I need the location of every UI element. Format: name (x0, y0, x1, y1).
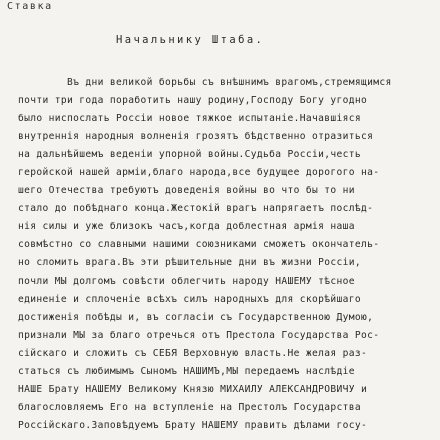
document-line: стало до побѣднаго конца.Жестокій врагъ напрягаетъ послѣд- (18, 203, 374, 215)
document-line: на дальнѣйшемъ веденіи упорной войны.Судьба Россіи,честь (18, 149, 362, 161)
document-line: статься съ любимымъ Сыномъ НАШИМЪ,МЫ передаемъ наслѣдіе (18, 365, 355, 377)
document-line: признали МЫ за благо отречься отъ Престола Государства Рос- (18, 329, 380, 341)
document-line: достиженія побѣды и, въ согласіи съ Государственною Думою, (18, 311, 374, 323)
document-line: НАШЕ Брату НАШЕМУ Великому Князю МИХАИЛУ АЛЕКСАНДРОВИЧУ и (18, 383, 368, 395)
document-line: Въ дни великой борьбы съ внѣшнимъ врагомъ,стремящимся (18, 77, 392, 88)
document-line: шего Отечества требуютъ доведенія войны во что бы то ни (18, 185, 355, 197)
document-line: сійскаго и сложить съ СЕБЯ Верховную власть.Не желая раз- (18, 347, 368, 359)
document-line: благословляемъ Его на вступленіе на Престолъ Государства (18, 401, 362, 413)
document-line: внутреннія народныя волненія грозятъ бѣдственно отразиться (18, 131, 374, 143)
document-header: Ставка (7, 1, 53, 12)
document-line: почли МЫ долгомъ совѣсти облегчить народу НАШЕМУ тѣсное (18, 275, 355, 287)
document-line: совмѣстно со славными нашими союзниками сможетъ окончатель- (18, 239, 380, 251)
document-body (18, 74, 392, 435)
document-line: почти три года поработить нашу родину,Господу Богу угодно (18, 95, 368, 107)
document-line: но сломить врага.Въ эти рѣшительные дни въ жизни Россіи, (18, 257, 362, 269)
document-line: было ниспослать Россіи новое тяжкое испытаніе.Начавшіяся (18, 113, 362, 125)
document-line: нія силы и уже близокъ часъ,когда доблестная армія наша (18, 221, 355, 233)
document-line: единеніе и сплоченіе всѣхъ силъ народныхъ для скорѣйшаго (18, 293, 362, 305)
document-line: геройской нашей арміи,благо народа,все будущее дорогого на- (18, 167, 380, 179)
document-line: Россійскаго.Заповѣдуемъ Брату НАШЕМУ править дѣлами госу- (18, 419, 368, 431)
document-title: Начальнику Штаба. (116, 34, 265, 46)
